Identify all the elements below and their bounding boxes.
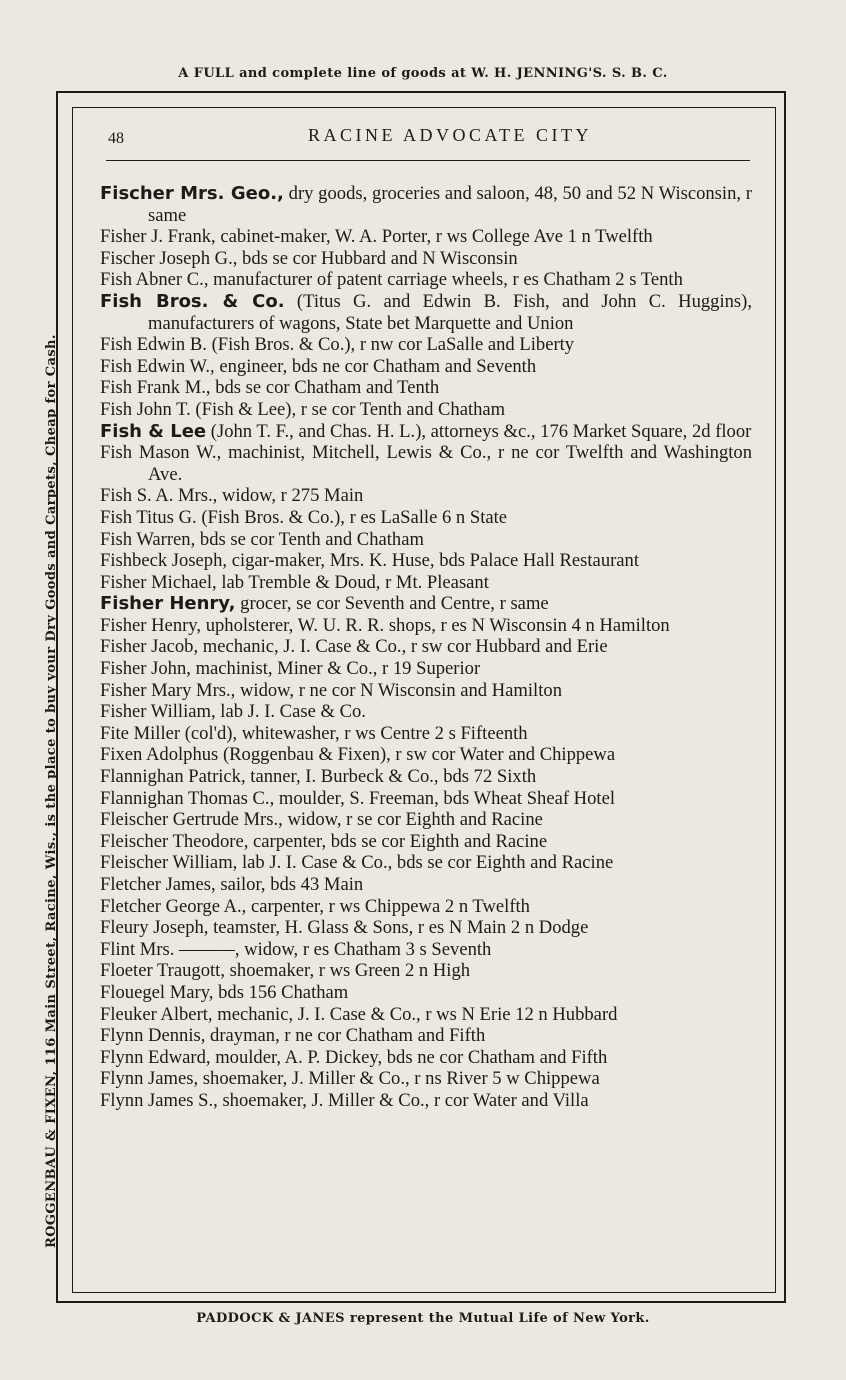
running-head: RACINE ADVOCATE CITY [308, 125, 592, 145]
entry-detail: widow, r se cor Eighth and Racine [287, 809, 543, 831]
directory-entry [100, 377, 752, 399]
entry-detail: widow, r ne cor N Wisconsin and Hamilton [239, 679, 562, 701]
entry-name: Fleischer William, [100, 852, 238, 874]
directory-entry [100, 852, 752, 874]
entry-name: Fish John T. [100, 398, 191, 420]
page-number: 48 [108, 130, 124, 147]
entry-name: Fisher J. Frank, [100, 226, 216, 248]
entry-name: Fish Bros. & Co. [100, 290, 285, 312]
entry-name: Fish Mason W., [100, 442, 222, 464]
directory-entry [100, 680, 752, 702]
directory-entry [100, 507, 752, 529]
entry-detail: machinist, Miner & Co., r 19 Superior [195, 658, 481, 680]
directory-entry [100, 615, 752, 637]
entry-detail: carpenter, r ws Chippewa 2 n Twelfth [250, 895, 530, 917]
entry-name: Fite Miller (col'd), [100, 722, 238, 744]
entry-detail: (Titus G. and Edwin B. Fish, and John C. Huggins), manufacturers of wagons, State bet Marquette and Union [148, 290, 752, 334]
entry-detail: whitewasher, r ws Centre 2 s Fifteenth [241, 722, 528, 744]
directory-entry [100, 399, 752, 421]
entry-detail: bds se cor Chatham and Tenth [215, 377, 440, 399]
directory-entry [100, 831, 752, 853]
directory-entry [100, 529, 752, 551]
directory-entry [100, 1025, 752, 1047]
entry-name: Fish Frank M., [100, 377, 211, 399]
entry-detail: grocer, se cor Seventh and Centre, r same [240, 593, 549, 615]
directory-entry [100, 421, 752, 443]
entry-detail: lab J. I. Case & Co., bds se cor Eighth and Racine [241, 852, 614, 874]
entry-name: Fletcher James, [100, 874, 216, 895]
directory-entry [100, 874, 752, 896]
entry-name: Fleischer Gertrude Mrs., [100, 809, 283, 831]
directory-entry [100, 744, 752, 766]
directory-entry [100, 356, 752, 378]
directory-entry [100, 183, 752, 226]
entry-name: Fischer Joseph G., [100, 247, 238, 269]
entry-detail: mechanic, J. I. Case & Co., r ws N Erie 12 n Hubbard [217, 1003, 618, 1025]
entry-detail: bds 156 Chatham [218, 981, 349, 1003]
entry-name: Fish Abner C., [100, 269, 209, 291]
entry-name: Fish Edwin B. [100, 334, 207, 356]
entry-detail: bds se cor Hubbard and N Wisconsin [242, 247, 518, 269]
entry-name: Flouegel Mary, [100, 981, 214, 1003]
entry-detail: mechanic, J. I. Case & Co., r sw cor Hubbard and Erie [202, 636, 608, 658]
directory-entry [100, 248, 752, 270]
entry-name: Floeter Traugott, [100, 960, 225, 982]
entry-detail: lab J. I. Case & Co. [220, 701, 366, 723]
entry-detail: moulder, S. Freeman, bds Wheat Sheaf Hotel [278, 787, 615, 809]
entry-detail: (Fish & Lee), r se cor Tenth and Chatham [195, 398, 506, 420]
entry-name: Flint Mrs. ———, [100, 938, 240, 960]
directory-entry [100, 896, 752, 918]
directory-entry [100, 269, 752, 291]
entry-name: Flannighan Patrick, [100, 766, 246, 788]
directory-entry [100, 766, 752, 788]
entry-name: Fleischer Theodore, [100, 830, 249, 852]
entry-detail: manufacturer of patent carriage wheels, r es Chatham 2 s Tenth [213, 269, 683, 291]
entry-detail: tanner, I. Burbeck & Co., bds 72 Sixth [250, 766, 537, 788]
entry-name: Fleury Joseph, [100, 917, 209, 939]
directory-entry [100, 1004, 752, 1026]
entry-detail: shoemaker, r ws Green 2 n High [229, 960, 471, 982]
directory-entry [100, 226, 752, 248]
entry-detail: (Fish Bros. & Co.), r es LaSalle 6 n State [201, 506, 508, 528]
entry-detail: cabinet-maker, W. A. Porter, r ws College Ave 1 n Twelfth [220, 226, 653, 248]
entry-name: Fleuker Albert, [100, 1003, 213, 1025]
entry-name: Fisher Michael, [100, 571, 217, 593]
entry-name: Fish Warren, [100, 528, 196, 550]
directory-entry [100, 658, 752, 680]
directory-entry [100, 291, 752, 334]
directory-entry [100, 960, 752, 982]
entry-detail: (John T. F., and Chas. H. L.), attorneys &c., 176 Market Square, 2d floor [210, 420, 752, 442]
entry-name: Fischer Mrs. Geo., [100, 183, 284, 204]
entry-detail: drayman, r ne cor Chatham and Fifth [210, 1025, 486, 1047]
entry-detail: bds se cor Tenth and Chatham [199, 528, 424, 550]
entry-name: Fisher Jacob, [100, 636, 199, 658]
entry-detail: widow, r 275 Main [221, 485, 364, 507]
entry-detail: cigar-maker, Mrs. K. Huse, bds Palace Hall Restaurant [231, 550, 640, 572]
entry-name: Flynn James S., [100, 1089, 218, 1111]
directory-entry [100, 636, 752, 658]
directory-entry [100, 334, 752, 356]
entry-name: Fisher John, [100, 658, 191, 680]
entry-detail: upholsterer, W. U. R. R. shops, r es N Wisconsin 4 n Hamilton [205, 614, 670, 636]
entry-name: Fisher Henry, [100, 593, 236, 615]
entry-detail: lab Tremble & Doud, r Mt. Pleasant [221, 571, 489, 593]
directory-entry [100, 1047, 752, 1069]
entry-detail: engineer, bds ne cor Chatham and Seventh [219, 355, 537, 377]
entry-name: Fletcher George A., [100, 895, 247, 917]
entry-detail: dry goods, groceries and saloon, 48, 50 and 52 N Wisconsin, r same [148, 183, 752, 226]
directory-entry [100, 809, 752, 831]
directory-entry [100, 572, 752, 594]
entry-detail: shoemaker, J. Miller & Co., r cor Water and Villa [222, 1089, 589, 1111]
directory-entry [100, 982, 752, 1004]
entry-name: Flannighan Thomas C., [100, 787, 275, 809]
directory-entry [100, 550, 752, 572]
entry-detail: shoemaker, J. Miller & Co., r ns River 5 w Chippewa [202, 1068, 600, 1090]
directory-entry [100, 485, 752, 507]
entry-name: Fish Titus G. [100, 506, 197, 528]
entry-detail: widow, r es Chatham 3 s Seventh [244, 938, 492, 960]
bottom-advertisement: PADDOCK & JANES represent the Mutual Life of New York. [196, 1311, 650, 1326]
entry-detail: (Fish Bros. & Co.), r nw cor LaSalle and Liberty [211, 334, 575, 356]
directory-entry [100, 442, 752, 485]
header-rule [106, 160, 750, 161]
directory-entry [100, 593, 752, 615]
entry-name: Fixen Adolphus [100, 744, 219, 766]
entry-detail: machinist, Mitchell, Lewis & Co., r ne cor Twelfth and Washington Ave. [148, 442, 753, 485]
entry-name: Flynn James, [100, 1068, 199, 1090]
directory-entry [100, 723, 752, 745]
entry-name: Fisher Mary Mrs., [100, 679, 236, 701]
directory-entry [100, 701, 752, 723]
entry-detail: (Roggenbau & Fixen), r sw cor Water and Chippewa [222, 744, 616, 766]
entry-name: Fish & Lee [100, 420, 207, 442]
directory-entry [100, 917, 752, 939]
entry-detail: teamster, H. Glass & Sons, r es N Main 2 n Dodge [213, 917, 589, 939]
entry-name: Fisher Henry, [100, 614, 202, 636]
directory-entry [100, 1090, 752, 1112]
entry-name: Fish S. A. Mrs., [100, 485, 218, 507]
entry-name: Fish Edwin W., [100, 355, 215, 377]
entry-name: Flynn Dennis, [100, 1025, 206, 1047]
entry-name: Fisher William, [100, 701, 216, 723]
top-advertisement: A FULL and complete line of goods at W. H. JENNING'S. S. B. C. [178, 66, 668, 81]
entry-detail: carpenter, bds se cor Eighth and Racine [253, 830, 548, 852]
entry-name: Fishbeck Joseph, [100, 550, 228, 572]
entry-detail: sailor, bds 43 Main [220, 874, 364, 895]
directory-entry [100, 788, 752, 810]
directory-entry [100, 939, 752, 961]
directory-listing [100, 183, 752, 1112]
directory-entry [100, 1068, 752, 1090]
side-advertisement: ROGGENBAU & FIXEN, 116 Main Street, Racine, Wis., is the place to buy your Dry Goods and Carpets, Cheap for Cash. [44, 334, 59, 1248]
entry-detail: moulder, A. P. Dickey, bds ne cor Chatham and Fifth [215, 1046, 608, 1068]
entry-name: Flynn Edward, [100, 1046, 211, 1068]
